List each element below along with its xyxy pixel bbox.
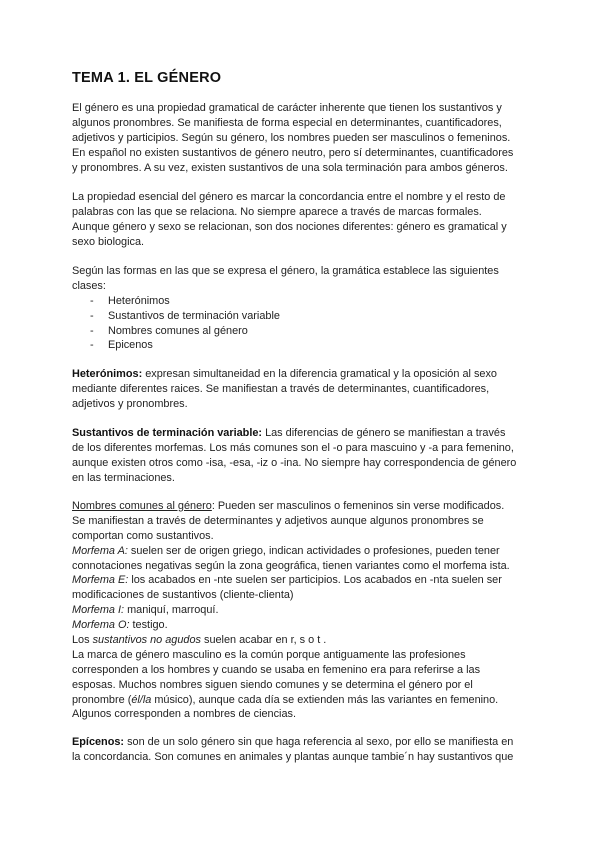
text-run: Las diferencias de género se manifiestan a través [262, 427, 506, 439]
list-item [72, 324, 532, 339]
text-line: La marca de género masculino es la común porque antiguamente las profesiones [72, 648, 466, 661]
text-run: Los [72, 634, 93, 647]
text-line: Se manifiestan a través de determinantes y adjetivos aunque algunos pronombres se [72, 514, 484, 527]
text-run: suelen ser de origen griego, indican actividades o profesiones, pueden tener [127, 544, 500, 557]
intro-paragraph [72, 101, 532, 175]
heteronimos-term: Heterónimos: [72, 368, 143, 380]
italic-run: él/la [131, 693, 152, 706]
text-line [72, 618, 532, 633]
text-run: son de un solo género sin que haga referencia al sexo, por ello se manifiesta en [124, 736, 514, 748]
text-line: sexo biologica. [72, 235, 145, 248]
text-line: palabras con las que se relaciona. No siempre aparece a través de marcas formales. [72, 205, 482, 218]
dash-bullet: - [90, 324, 94, 337]
list-item [72, 338, 532, 353]
clases-list [72, 294, 532, 354]
text-run: suelen acabar en r, s o t . [200, 634, 327, 647]
text-run: expresan simultaneidad en la diferencia gramatical y la oposición al sexo [142, 368, 497, 380]
list-item [72, 309, 532, 324]
text-line: Aunque género y sexo se relacionan, son dos nociones diferentes: género es gramatical y [72, 220, 507, 233]
text-line: clases: [72, 279, 106, 292]
text-line [72, 633, 532, 648]
morfema-o-label: Morfema O: [72, 619, 130, 632]
text-run: maniquí, marroquí. [124, 604, 219, 617]
text-line: mediante diferentes raices. Se manifiestan a través de determinantes, cuantificadores, [72, 382, 490, 395]
text-line: en las terminaciones. [72, 471, 175, 484]
text-line: algunos pronombres. Se manifiesta de forma especial en determinantes, cuantificadores, [72, 116, 502, 129]
text-line [72, 367, 532, 382]
text-line [72, 499, 532, 514]
comunes-paragraph [72, 499, 532, 722]
dash-bullet: - [90, 294, 94, 307]
list-item-label: Sustantivos de terminación variable [108, 309, 280, 322]
text-line: Según las formas en las que se expresa el género, la gramática establece las siguientes [72, 265, 499, 277]
text-run: pronombre ( [72, 693, 132, 706]
text-line: y pronombres. A su vez, existen sustantivos de una sola terminación para ambos géneros. [72, 161, 508, 174]
text-line [72, 603, 532, 618]
text-run: los acabados en -nte suelen ser participios. Los acabados en -nta suelen ser [128, 574, 502, 587]
text-line [72, 426, 532, 441]
text-run: testigo. [129, 619, 168, 632]
text-line: Algunos corresponden a nombres de ciencias. [72, 708, 296, 721]
comunes-term: Nombres comunes al género [72, 500, 212, 512]
variable-paragraph [72, 426, 532, 486]
text-line: modificaciones de sustantivos (cliente-clienta) [72, 589, 294, 602]
text-line: El género es una propiedad gramatical de carácter inherente que tienen los sustantivos y [72, 102, 502, 114]
list-item-label: Heterónimos [108, 294, 170, 307]
text-line: corresponden a los hombres y cuando se usaba en femenino era para referirse a las [72, 663, 481, 676]
text-line: La propiedad esencial del género es marcar la concordancia entre el nombre y el resto de [72, 191, 506, 203]
epicenos-term: Epícenos: [72, 736, 125, 748]
text-line: adjetivos y participios. Según su género, los nombres pueden ser masculinos o femeninos. [72, 131, 511, 144]
text-line: connotaciones negativas según la zona geográfica, tienen variantes como el morfema ista. [72, 559, 510, 572]
text-run: : Pueden ser masculinos o femeninos sin verse modificados. [211, 500, 505, 512]
heteronimos-paragraph [72, 367, 532, 412]
variable-term: Sustantivos de terminación variable: [72, 427, 263, 439]
text-line: aunque existen otros como -isa, -esa, -iz o -ina. No siempre hay correspondencia de género [72, 456, 517, 469]
epicenos-paragraph [72, 735, 532, 765]
dash-bullet: - [90, 309, 94, 322]
clases-paragraph [72, 264, 532, 353]
text-line: de los diferentes morfemas. Los más comunes son el -o para mascuino y -a para femenino, [72, 441, 514, 454]
list-item [72, 294, 532, 309]
text-line [72, 693, 532, 708]
page-title: TEMA 1. EL GÉNERO [72, 70, 222, 86]
text-line [72, 735, 532, 750]
italic-run: sustantivos no agudos [92, 634, 201, 647]
list-item-label: Nombres comunes al género [108, 324, 248, 337]
text-line: la concordancia. Son comunes en animales y plantas aunque tambie´n hay sustantivos que [72, 750, 514, 763]
text-run: músico), aunque cada día se extienden más las variantes en femenino. [151, 693, 499, 706]
text-line [72, 573, 532, 588]
concordancia-paragraph [72, 190, 532, 250]
morfema-a-label: Morfema A: [72, 544, 128, 557]
text-line: comportan como sustantivos. [72, 529, 214, 542]
text-line: esposas. Muchos nombres siguen siendo comunes y se determina el género por el [72, 678, 473, 691]
list-item-label: Epicenos [108, 339, 153, 352]
morfema-i-label: Morfema I: [72, 604, 125, 617]
dash-bullet: - [90, 339, 94, 352]
text-line: En español no existen sustantivos de género neutro, pero sí determinantes, cuantificadores [72, 146, 514, 159]
text-line: adjetivos y pronombres. [72, 397, 188, 410]
morfema-e-label: Morfema E: [72, 574, 129, 587]
text-line [72, 544, 532, 559]
